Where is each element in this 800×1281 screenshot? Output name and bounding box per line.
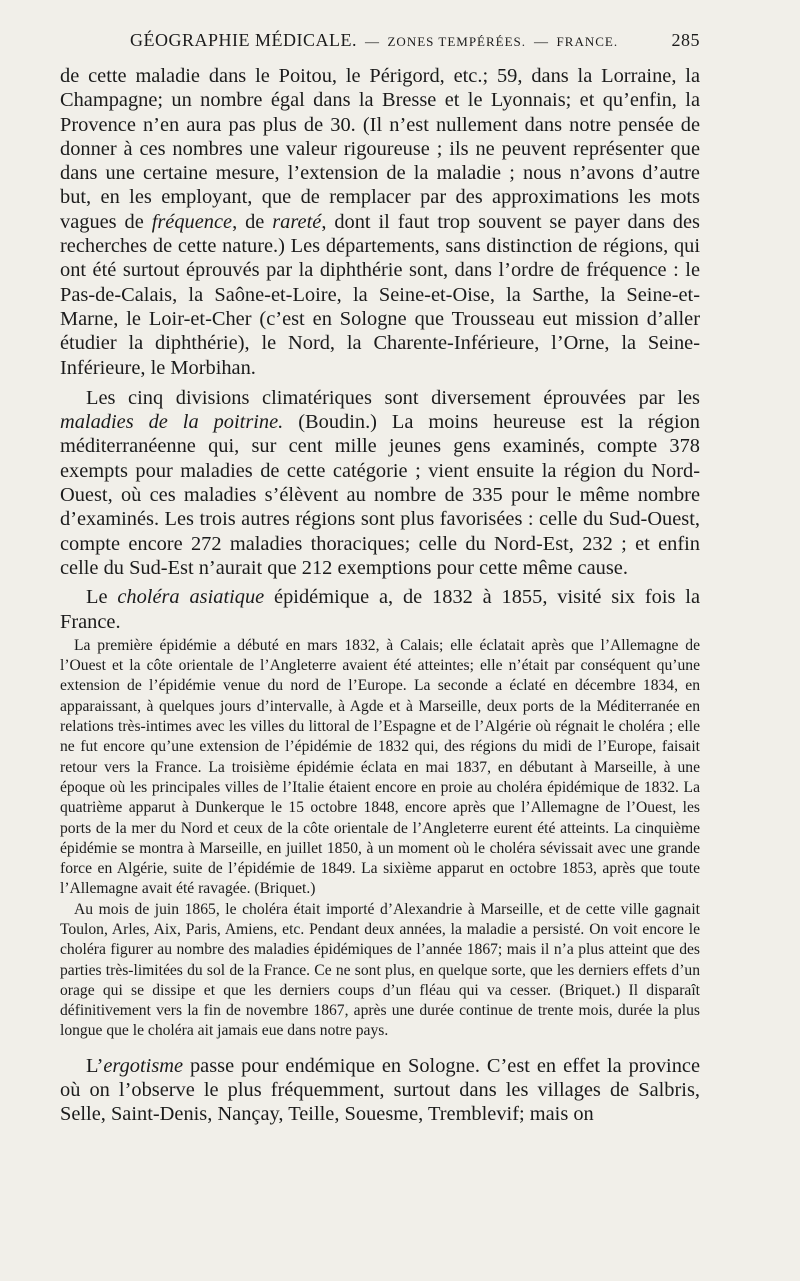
- note-cholera-1865: Au mois de juin 1865, le choléra était importé d’Alexandrie à Marseille, et de cette ville gagnait Toulon, Arles, Aix, Paris, Amiens, etc. Pendant deux années, la maladie a persisté. On voit encore le choléra figurer au nombre des maladies épidémiques de l’année 1867; mais il n’a plus atteint que des parties très-limitées du sol de la France. Ce ne sont plus, en quelque sorte, que les derniers effets d’un orage qui se dissipe et que les derniers coups d’un fléau qui va cesser. (Briquet.) Il disparaît définitivement vers la fin de novembre 1867, après une durée continue de trente mois, durée la plus longue que le choléra ait jamais eue dans notre pays.: [60, 900, 700, 1040]
- body-text: [60, 64, 700, 1127]
- paragraph-cholera: Le choléra asiatique épidémique a, de 1832 à 1855, visité six fois la France.: [60, 586, 701, 633]
- header-section: ZONES TEMPÉRÉES.: [387, 34, 527, 49]
- paragraph-ergotism: L’ergotisme passe pour endémique en Sologne. C’est en effet la province où on l’observe le plus fréquemment, surtout dans les villages de Salbris, Selle, Saint-Denis, Nançay, Teille, Souesme, Tremblevif; mais on: [60, 1054, 700, 1126]
- running-header: [60, 30, 700, 60]
- header-dash: —: [534, 35, 549, 50]
- paragraph-diphtheria: de cette maladie dans le Poitou, le Périgord, etc.; 59, dans la Lorraine, la Champagne; un nombre égal dans la Bresse et le Lyonnais; et qu’enfin, la Provence n’en aura pas plus de 30. (Il n’est nullement dans notre pensée de donner à ces nombres une valeur rigoureuse ; ils ne peuvent représenter que dans une certaine mesure, l’extension de la maladie ; nous n’avons d’autre but, en les employant, que de remplacer par des approximations les mots vagues de fréquence, de rareté, dont il faut trop souvent se payer dans des recherches de cette nature.) Les départements, sans distinction de régions, qui ont été surtout éprouvés par la diphthérie sont, dans l’ordre de fréquence : le Pas-de-Calais, la Saône-et-Loire, la Seine-et-Oise, la Sarthe, la Seine-et-Marne, le Loir-et-Cher (c’est en Sologne que Trousseau eut mission d’aller étudier la diphthérie), le Nord, la Charente-Inférieure, l’Orne, la Seine-Inférieure, le Morbihan.: [60, 65, 700, 379]
- header-dash: —: [364, 35, 380, 50]
- page-number: 285: [671, 30, 700, 50]
- header-subsection: FRANCE.: [556, 34, 619, 49]
- paragraph-chest-diseases: Les cinq divisions climatériques sont diversement éprouvées par les maladies de la poitrine. (Boudin.) La moins heureuse est la région méditerranéenne qui, sur cent mille jeunes gens examinés, compte 378 exempts pour maladies de cette catégorie ; vient ensuite la région du Nord-Ouest, où ces maladies s’élèvent au nombre de 335 pour le même nombre d’examinés. Les trois autres régions sont plus favorisées : celle du Sud-Ouest, compte encore 272 maladies thoraciques; celle du Nord-Est, 232 ; et enfin celle du Sud-Est n’aurait que 212 exemptions pour cette même cause.: [60, 386, 700, 579]
- header-title: GÉOGRAPHIE MÉDICALE.: [130, 30, 357, 50]
- note-cholera-epidemics: La première épidémie a débuté en mars 1832, à Calais; elle éclatait après que l’Allemagne de l’Ouest et la côte orientale de l’Angleterre avaient été atteintes; elle n’était par conséquent qu’une extension de l’épidémie venue du nord de l’Europe. La seconde a éclaté en décembre 1834, en apparaissant, à quelques jours d’intervalle, à Agde et à Marseille, deux ports de la Méditerranée en relations très-intimes avec les villes du littoral de l’Espagne et de l’Algérie où régnait le choléra ; elle ne fut encore qu’une extension de l’épidémie de 1832 qui, des régions du midi de l’Europe, faisait retour vers la France. La troisième épidémie éclata en mai 1837, en débutant à Marseille, à une époque où les principales villes de l’Italie étaient encore en proie au choléra épidémique de 1832. La quatrième apparut à Dunkerque le 15 octobre 1848, encore après que l’Allemagne de l’Ouest, les ports de la mer du Nord et ceux de la côte orientale de l’Angleterre eurent été atteints. La cinquième épidémie se montra à Marseille, en juillet 1850, à un moment où le choléra sévissait avec une grande force en Algérie, suite de l’épidémie de 1849. La sixième apparut en octobre 1853, après que toute l’Allemagne avait été ravagée. (Briquet.): [60, 636, 700, 898]
